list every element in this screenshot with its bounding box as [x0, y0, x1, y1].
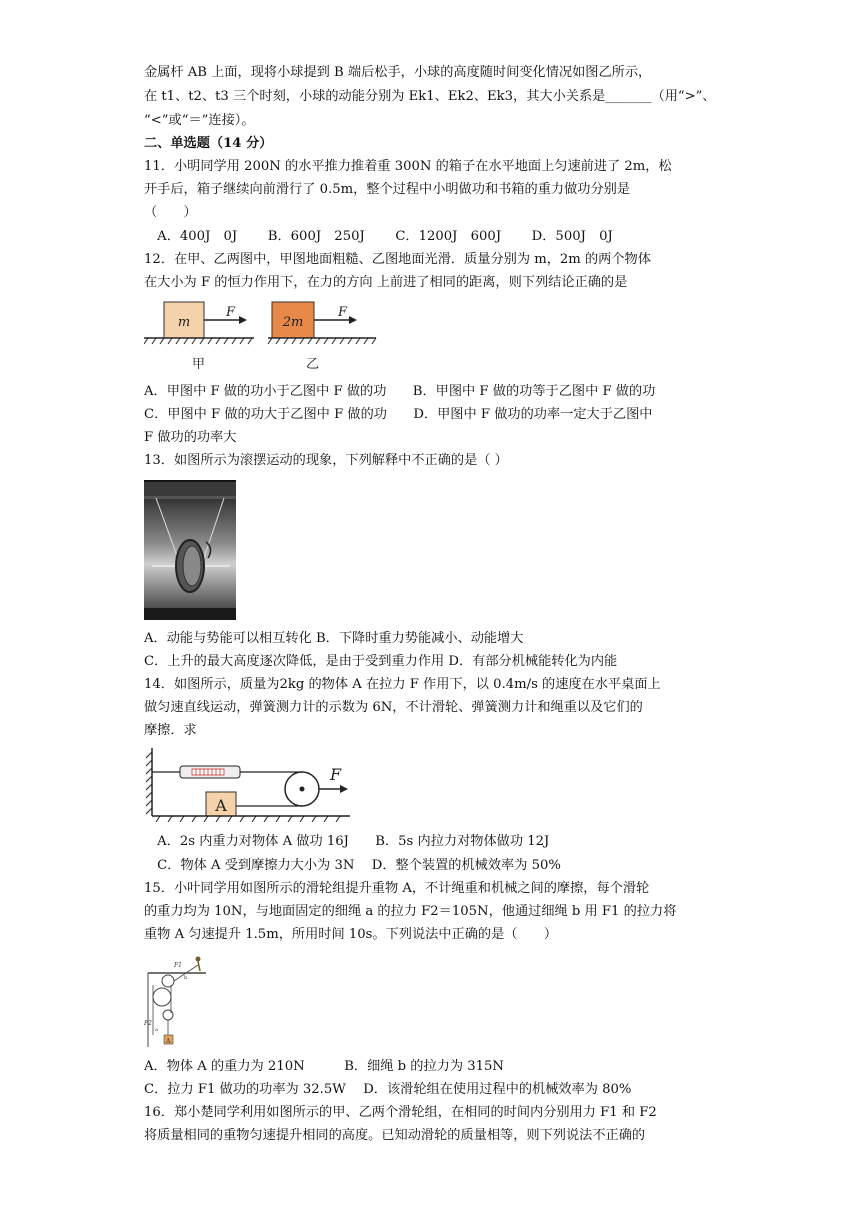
label-b: b: [184, 975, 188, 981]
force-arrowhead-1: [239, 316, 247, 324]
label-f2: F2: [144, 1020, 152, 1027]
caption-jia: 甲: [192, 357, 206, 372]
block-m-label: m: [177, 315, 191, 330]
text-line: 重物 A 匀速提升 1.5m，所用时间 10s。下列说法中正确的是（ ）: [144, 927, 558, 942]
text-line: 开手后，箱子继续向前滑行了 0.5m，整个过程中小明做功和书箱的重力做功分别是: [144, 182, 631, 197]
force-label-1: F: [226, 305, 236, 320]
figure-14-pulley: [144, 748, 354, 822]
question-16: 16．郑小楚同学利用如图所示的甲、乙两个滑轮组，在相同的时间内分别用力 F1 和 F2: [144, 1105, 657, 1120]
force-arrowhead-2: [349, 316, 357, 324]
figure-12-blocks: [144, 296, 384, 376]
label-f1: F1: [174, 962, 182, 969]
question-15: 15．小叶同学用如图所示的滑轮组提升重物 A，不计绳重和机械之间的摩擦，每个滑轮: [144, 881, 650, 896]
option-line: A．甲图中 F 做的功小于乙图中 F 做的功 B．甲图中 F 做的功等于乙图中 F 做的功: [144, 384, 656, 399]
option-line: C．物体 A 受到摩擦力大小为 3N D．整个装置的机械效率为 50%: [144, 858, 561, 873]
block-label: A: [215, 796, 227, 815]
question-14: 14．如图所示，质量为2kg 的物体 A 在拉力 F 作用下，以 0.4m/s 的速度在水平桌面上: [144, 677, 661, 692]
label-a: a: [155, 1027, 158, 1033]
ground-hatch-2: [268, 338, 376, 344]
ground-hatch-1: [144, 338, 252, 344]
text-line: 将质量相同的重物匀速提升相同的高度。已知动滑轮的质量相等，则下列说法不正确的: [144, 1128, 646, 1143]
text-line: “<”或“＝”连接）。: [144, 113, 255, 128]
option-line: A．物体 A 的重力为 210N B．细绳 b 的拉力为 315N: [144, 1059, 504, 1074]
question-13: 13．如图所示为滚摆运动的现象，下列解释中不正确的是（ ）: [144, 453, 508, 468]
figure-15-pulley-system: [144, 955, 210, 1047]
force-label: F: [330, 765, 342, 784]
question-11: 11．小明同学用 200N 的水平推力推着重 300N 的箱子在水平地面上匀速前进了 2m，松: [144, 159, 672, 174]
question-12: 12．在甲、乙两图中，甲图地面粗糙、乙图地面光滑．质量分别为 m，2m 的两个物体: [144, 252, 651, 267]
force-label-2: F: [338, 305, 348, 320]
text-line: 在 t1、t2、t3 三个时刻，小球的动能分别为 Ek1、Ek2、Ek3，其大小关系是_______（用“>”、: [144, 89, 716, 104]
text-line: 摩擦．求: [144, 723, 197, 738]
option-line: A．2s 内重力对物体 A 做功 16J B．5s 内拉力对物体做功 12J: [144, 834, 550, 849]
option-line: C．甲图中 F 做的功大于乙图中 F 做的功 D．甲图中 F 做功的功率一定大于乙图中: [144, 407, 653, 422]
option-line: F 做功的功率大: [144, 430, 237, 445]
text-line: 金属杆 AB 上面，现将小球提到 B 端后松手，小球的高度随时间变化情况如图乙所示，: [144, 65, 652, 80]
section-heading: 二、单选题（14 分）: [144, 136, 273, 151]
options-line: A．400J 0J B．600J 250J C．1200J 600J D．500J 0J: [144, 229, 613, 244]
option-line: A．动能与势能可以相互转化 B．下降时重力势能减小、动能增大: [144, 631, 524, 646]
text-line: 在大小为 F 的恒力作用下，在力的方向 上前进了相同的距离，则下列结论正确的是: [144, 275, 628, 290]
option-line: C．拉力 F1 做功的功率为 32.5W D．该滑轮组在使用过程中的机械效率为 80%: [144, 1082, 632, 1097]
block-2m-label: 2m: [282, 315, 304, 330]
option-line: C．上升的最大高度逐次降低，是由于受到重力作用 D．有部分机械能转化为内能: [144, 654, 618, 669]
text-line: （ ）: [144, 205, 197, 220]
caption-yi: 乙: [306, 357, 320, 372]
text-line: 做匀速直线运动，弹簧测力计的示数为 6N，不计滑轮、弹簧测力计和绳重以及它们的: [144, 700, 643, 715]
figure-13-maxwell-wheel: [144, 480, 236, 620]
label-block: A: [166, 1038, 171, 1045]
text-line: 的重力均为 10N，与地面固定的细绳 a 的拉力 F2＝105N，他通过细绳 b 用 F1 的拉力将: [144, 904, 677, 919]
